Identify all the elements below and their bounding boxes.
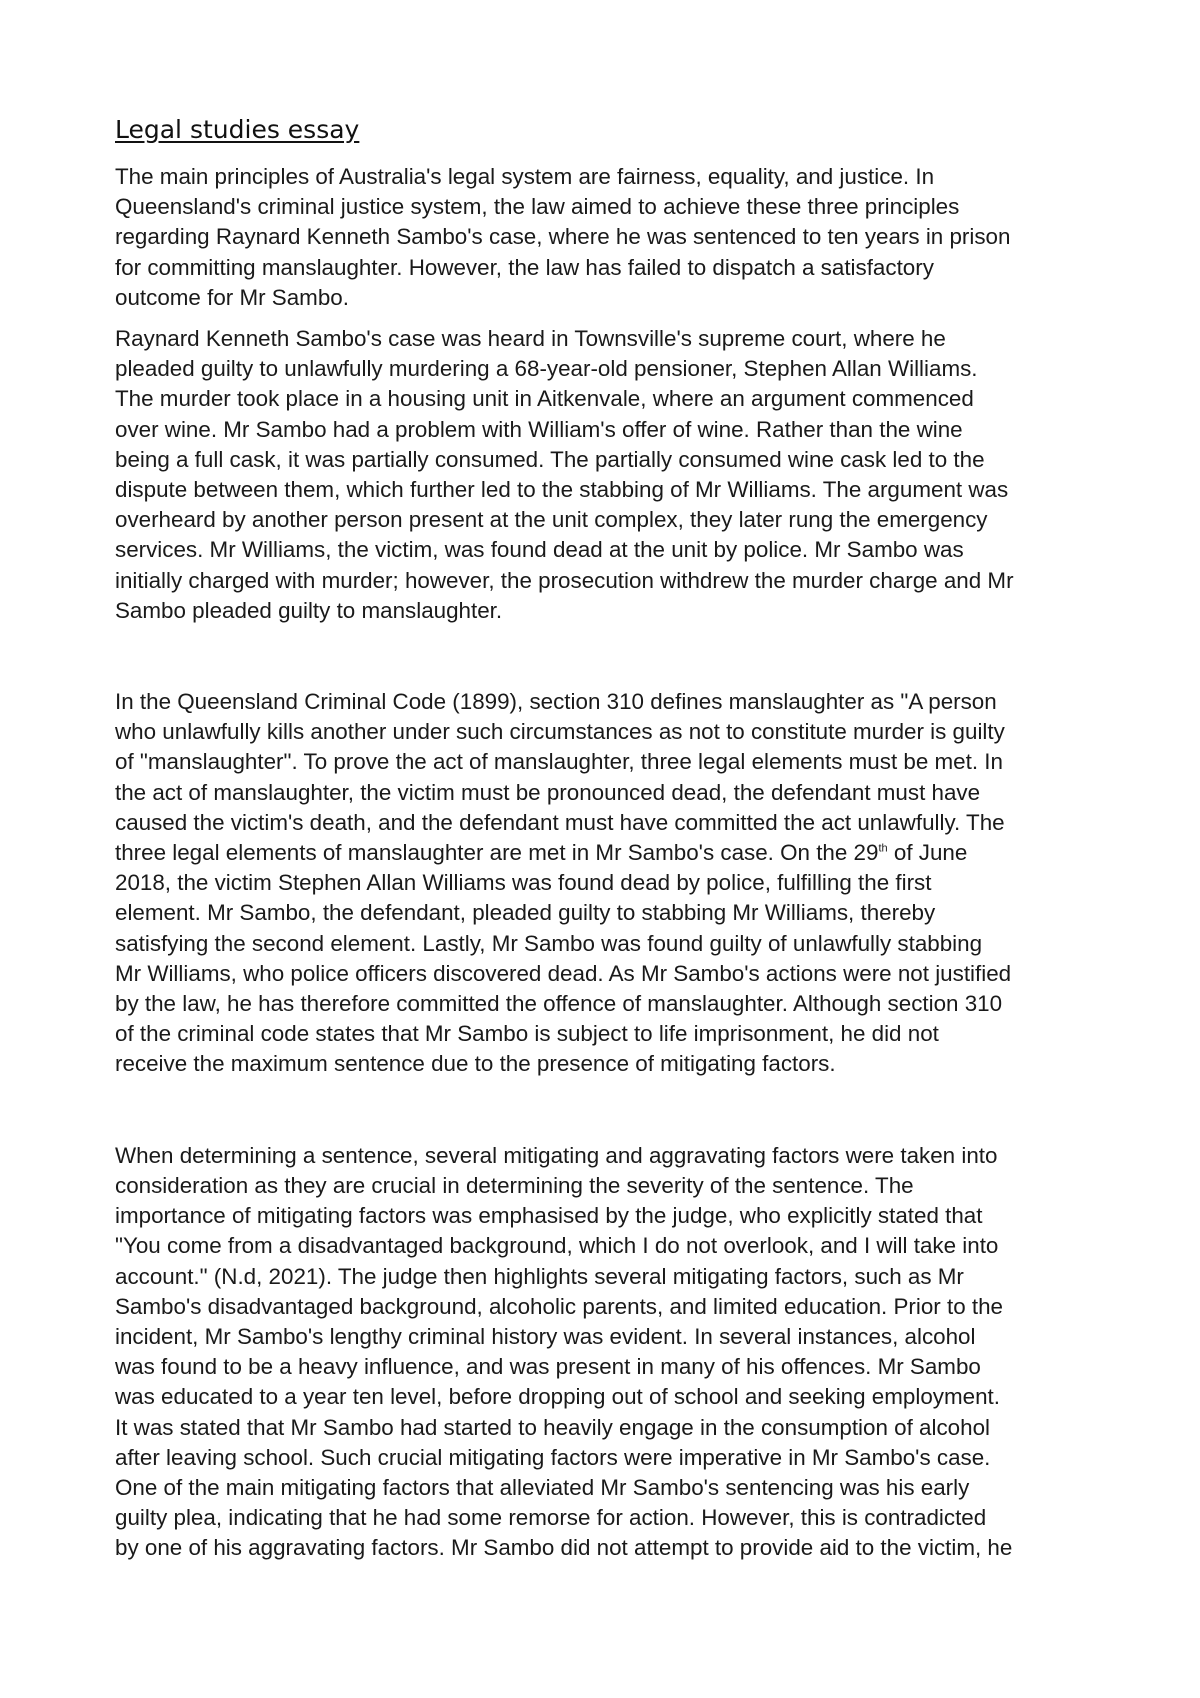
paragraph-legal-elements-text-1: In the Queensland Criminal Code (1899), section 310 defines manslaughter as "A person who unlawfully kills another under such circumstances as not to constitute murder is guilty of "manslaughter". To prove the act of manslaughter, three legal elements must be met. In the act of manslaughter, the victim must be pronounced dead, the defendant must have caused the victim's death, and the defendant must have committed the act unlawfully. The three legal elements of manslaughter are met in Mr Sambo's case. On the 29: [115, 689, 1005, 866]
ordinal-suffix: th: [878, 842, 888, 855]
paragraph-legal-elements-text-2: of June 2018, the victim Stephen Allan Williams was found dead by police, fulfilling the first element. Mr Sambo, the defendant, pleaded guilty to stabbing Mr Williams, thereby satisfying the second element. Lastly, Mr Sambo was found guilty of unlawfully stabbing Mr Williams, who police officers discovered dead. As Mr Sambo's actions were not justified by the law, he has therefore committed the offence of manslaughter. Although section 310 of the criminal code states that Mr Sambo is subject to life imprisonment, he did not receive the maximum sentence due to the presence of mitigating factors.: [115, 840, 1012, 1077]
paragraph-case-facts: Raynard Kenneth Sambo's case was heard in Townsville's supreme court, where he pleaded guilty to unlawfully murdering a 68-year-old pensioner, Stephen Allan Williams. The murder took place in a housing unit in Aitkenvale, where an argument commenced over wine. Mr Sambo had a problem with William's offer of wine. Rather than the wine being a full cask, it was partially consumed. The partially consumed wine cask led to the dispute between them, which further led to the stabbing of Mr Williams. The argument was overheard by another person present at the unit complex, they later rung the emergency services. Mr Williams, the victim, was found dead at the unit by police. Mr Sambo was initially charged with murder; however, the prosecution withdrew the murder charge and Mr Sambo pleaded guilty to manslaughter.: [115, 326, 1014, 623]
document-title: Legal studies essay: [115, 115, 360, 144]
document-body: [115, 112, 1100, 1564]
paragraph-mitigating-factors: When determining a sentence, several mitigating and aggravating factors were taken into consideration as they are crucial in determining the severity of the sentence. The importance of mitigating factors was emphasised by the judge, who explicitly stated that "You come from a disadvantaged background, which I do not overlook, and I will take into account." (N.d, 2021). The judge then highlights several mitigating factors, such as Mr Sambo's disadvantaged background, alcoholic parents, and limited education. Prior to the incident, Mr Sambo's lengthy criminal history was evident. In several instances, alcohol was found to be a heavy influence, and was present in many of his offences. Mr Sambo was educated to a year ten level, before dropping out of school and seeking employment. It was stated that Mr Sambo had started to heavily engage in the consumption of alcohol after leaving school. Such crucial mitigating factors were imperative in Mr Sambo's case. One of the main mitigating factors that alleviated Mr Sambo's sentencing was his early guilty plea, indicating that he had some remorse for action. However, this is contradicted by one of his aggravating factors. Mr Sambo did not attempt to provide aid to the victim, he: [115, 1142, 1013, 1561]
paragraph-introduction: The main principles of Australia's legal system are fairness, equality, and justice. In Queensland's criminal justice system, the law aimed to achieve these three principles regarding Raynard Kenneth Sambo's case, where he was sentenced to ten years in prison for committing manslaughter. However, the law has failed to dispatch a satisfactory outcome for Mr Sambo.: [115, 164, 1011, 310]
paragraph-legal-elements: [115, 687, 1100, 1080]
